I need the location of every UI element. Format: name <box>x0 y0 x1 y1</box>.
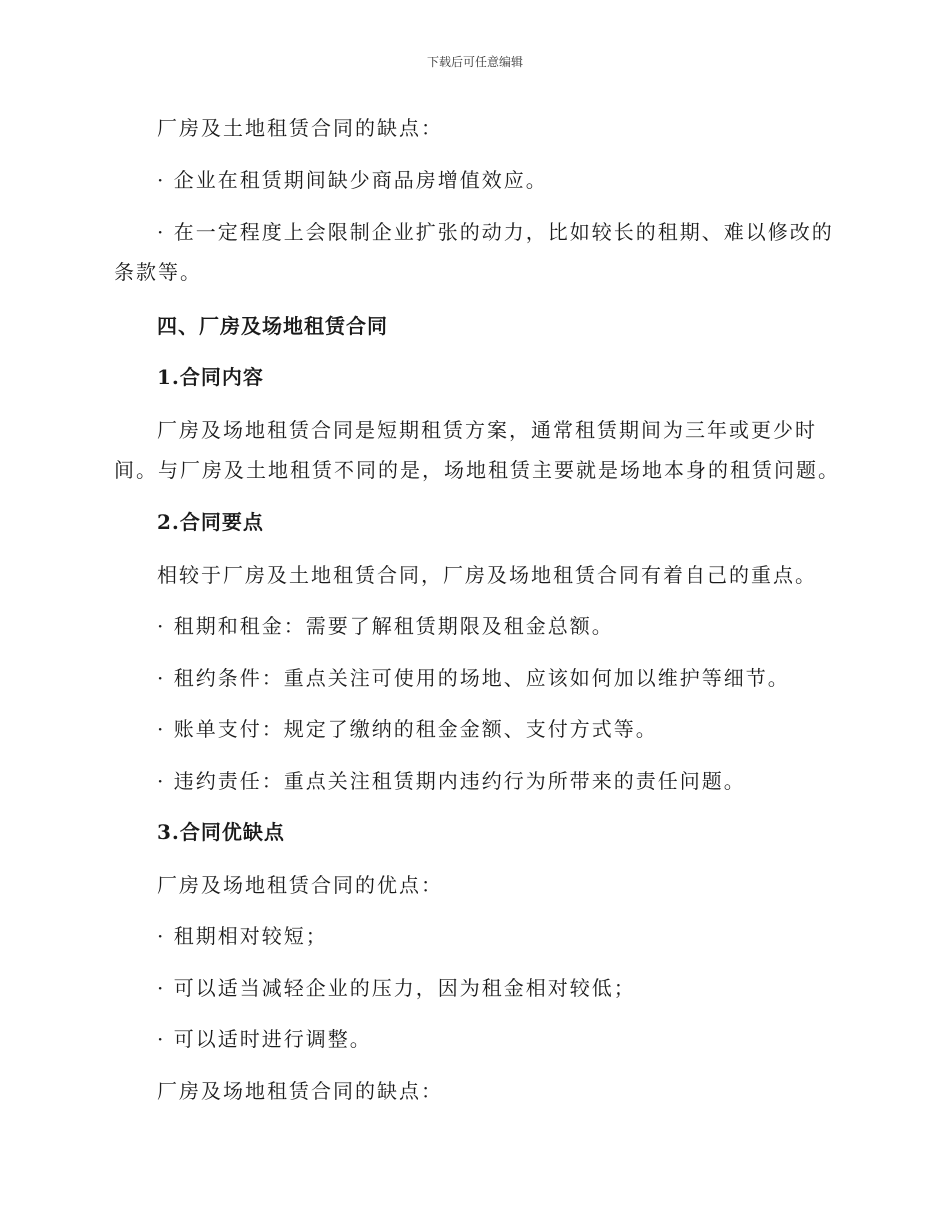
bullet-breach-liability: · 违约责任：重点关注租赁期内违约行为所带来的责任问题。 <box>157 769 746 793</box>
section-heading-4: 四、厂房及场地租赁合同 <box>157 314 388 338</box>
paragraph-disadvantages-title: 厂房及场地租赁合同的缺点： <box>157 1079 443 1103</box>
paragraph-land-lease-disadvantages-title: 厂房及土地租赁合同的缺点： <box>157 116 443 140</box>
subheading-pros-cons: 3.合同优缺点 <box>157 820 285 844</box>
bullet-no-appreciation: · 企业在租赁期间缺少商品房增值效应。 <box>157 168 548 192</box>
page-header: 下载后可任意编辑 <box>426 55 523 69</box>
subheading-key-points: 2.合同要点 <box>157 510 264 534</box>
bullet-limits-expansion-line2: 条款等。 <box>114 260 202 284</box>
subheading-contract-content: 1.合同内容 <box>157 365 264 389</box>
paragraph-content-line2: 间。与厂房及土地租赁不同的是，场地租赁主要就是场地本身的租赁问题。 <box>114 458 840 482</box>
paragraph-content-line1: 厂房及场地租赁合同是短期租赁方案，通常租赁期间为三年或更少时 <box>157 418 817 442</box>
paragraph-key-points-intro: 相较于厂房及土地租赁合同，厂房及场地租赁合同有着自己的重点。 <box>157 563 817 587</box>
bullet-short-term: · 租期相对较短； <box>157 924 328 948</box>
bullet-billing-payment: · 账单支付：规定了缴纳的租金金额、支付方式等。 <box>157 717 658 741</box>
bullet-lease-conditions: · 租约条件：重点关注可使用的场地、应该如何加以维护等细节。 <box>157 666 790 690</box>
bullet-adjustable: · 可以适时进行调整。 <box>157 1027 372 1051</box>
bullet-reduce-pressure: · 可以适当减轻企业的压力，因为租金相对较低； <box>157 976 636 1000</box>
bullet-limits-expansion-line1: · 在一定程度上会限制企业扩张的动力，比如较长的租期、难以修改的 <box>157 220 834 244</box>
bullet-term-and-rent: · 租期和租金：需要了解租赁期限及租金总额。 <box>157 614 614 638</box>
paragraph-advantages-title: 厂房及场地租赁合同的优点： <box>157 873 443 897</box>
